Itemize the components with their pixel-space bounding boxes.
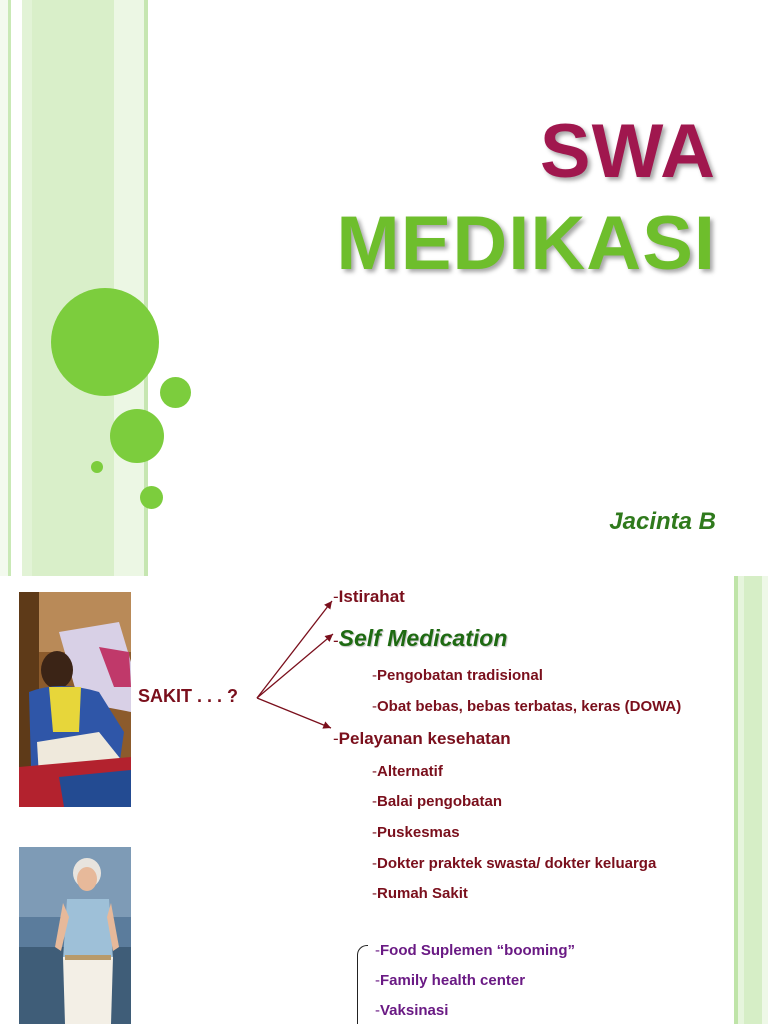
decor-stripe	[8, 0, 11, 576]
item-label: Puskesmas	[377, 824, 460, 841]
bullet-dash: -	[372, 667, 377, 684]
option-label: Self Medication	[338, 625, 508, 651]
decor-stripe	[22, 0, 32, 576]
content-slide	[0, 576, 768, 1024]
list-item	[375, 1002, 448, 1019]
item-label: Pengobatan tradisional	[377, 667, 543, 684]
list-item	[372, 824, 460, 841]
decor-circle	[140, 486, 163, 509]
decor-circle	[160, 377, 191, 408]
title-line-2: MEDIKASI	[336, 201, 716, 286]
decor-circle	[110, 409, 164, 463]
item-label: Rumah Sakit	[377, 885, 468, 902]
bullet-dash: -	[372, 698, 377, 715]
grouping-bracket	[357, 945, 368, 1024]
bullet-dash: -	[375, 942, 380, 959]
decor-stripe	[114, 0, 144, 576]
list-item	[372, 855, 656, 872]
bullet-dash: -	[372, 855, 377, 872]
option-pelayanan	[333, 729, 511, 749]
option-label: Pelayanan kesehatan	[338, 729, 511, 748]
list-item	[375, 942, 575, 959]
list-item	[372, 667, 543, 684]
bullet-dash: -	[375, 1002, 380, 1019]
item-label: Food Suplemen “booming”	[380, 942, 575, 959]
list-item	[375, 972, 525, 989]
bullet-dash: -	[333, 631, 339, 650]
option-istirahat	[333, 587, 405, 607]
list-item	[372, 698, 681, 715]
option-self-medication	[333, 625, 507, 652]
bullet-dash: -	[372, 885, 377, 902]
decor-circle	[91, 461, 103, 473]
item-label: Family health center	[380, 972, 526, 989]
question-label: SAKIT . . . ?	[138, 686, 239, 706]
decor-circle	[51, 288, 159, 396]
author-name: Jacinta B	[609, 508, 716, 535]
item-label: Vaksinasi	[380, 1002, 449, 1019]
bullet-dash: -	[333, 729, 339, 748]
option-label: Istirahat	[338, 587, 405, 606]
list-item	[372, 885, 468, 902]
bullet-dash: -	[333, 587, 339, 606]
item-label: Balai pengobatan	[377, 793, 503, 810]
bullet-dash: -	[372, 763, 377, 780]
bullet-dash: -	[372, 824, 377, 841]
bullet-dash: -	[375, 972, 380, 989]
list-item	[372, 763, 443, 780]
item-label: Obat bebas, bebas terbatas, keras (DOWA)	[377, 698, 682, 715]
item-label: Dokter praktek swasta/ dokter keluarga	[377, 855, 657, 872]
list-item	[372, 793, 502, 810]
bullet-dash: -	[372, 793, 377, 810]
item-label: Alternatif	[377, 763, 443, 780]
decor-stripe	[0, 0, 8, 576]
title-line-1: SWA	[539, 109, 716, 194]
